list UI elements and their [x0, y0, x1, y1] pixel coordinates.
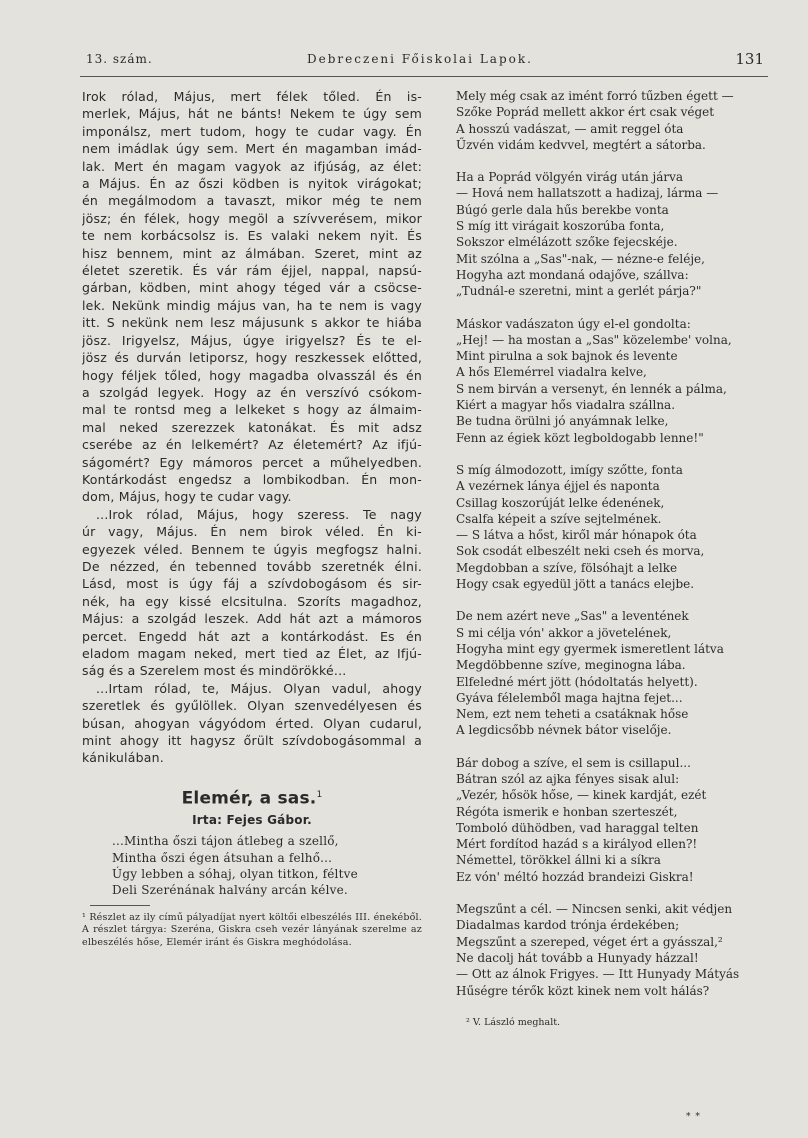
verse-line: Gyáva félelemből maga hajtna fejet...	[456, 690, 683, 705]
prose-line: cserébe az én lelkemért? Az életemért? Az ifjú-	[82, 437, 422, 453]
verse-line: Be tudna örülni jó anyámnak lelke,	[456, 414, 669, 429]
issue-number: 13. szám.	[86, 52, 153, 66]
page-header	[70, 50, 770, 74]
prose-line: itt. S nekünk nem lesz májusunk s akkor te hiába	[82, 315, 422, 331]
prose-line: úr vagy, Május. Én nem birok véled. Én ki-	[82, 524, 422, 540]
text-line: Úgy lebben a sóhaj, olyan titkon, féltve	[112, 866, 358, 881]
verse-line: Bátran szól az ajka fényes sisak alul:	[456, 771, 680, 786]
verse-line: Hogyha azt mondaná odajőve, szállva:	[456, 267, 689, 282]
verse-line: Sok csodát elbeszélt neki cseh és morva,	[456, 544, 705, 559]
verse-line: S mi célja vón' akkor a jövetelének,	[456, 625, 672, 640]
verse-line: A hős Elemérrel viadalra kelve,	[456, 365, 647, 380]
verse-line: A vezérnek lánya éjjel és naponta	[456, 479, 660, 494]
poem-byline: Irta: Fejes Gábor.	[192, 812, 312, 827]
prose-line: kánikulában.	[82, 750, 164, 766]
verse-line: S míg álmodozott, imígy szőtte, fonta	[456, 462, 683, 477]
prose-article	[82, 88, 422, 767]
verse-line: S míg itt virágait koszorúba fonta,	[456, 219, 665, 234]
poem-title: Elemér, a sas.$^1$	[181, 788, 323, 809]
verse-line: Szőke Poprád mellett akkor ért csak véget	[456, 105, 715, 120]
verse-line: Hűségre térők közt kinek nem volt hálás?	[456, 983, 710, 998]
verse-line: Mért fordítod hazád s a királyod ellen?!	[456, 837, 698, 852]
verse-line: Kiért a magyar hős viadalra szállna.	[456, 398, 676, 413]
text-line: ...Mintha őszi tájon átlebeg a szellő,	[112, 834, 339, 849]
verse-line: De nem azért neve „Sas" a leventének	[456, 609, 689, 624]
verse-line: Űzvén vidám kedvvel, megtért a sátorba.	[456, 137, 706, 152]
right-column	[456, 88, 776, 1031]
footnote-mark: 1	[316, 789, 323, 800]
footnote-2: ² V. László meghalt.	[466, 1016, 561, 1028]
verse-line: Hogyha mint egy gyermek ismeretlent látva	[456, 641, 724, 656]
poem-opening-stanza	[112, 833, 422, 898]
verse-line: Máskor vadászaton úgy el-el gondolta:	[456, 316, 691, 331]
prose-line: ...Irtam rólad, te, Május. Olyan vadul, ahogy	[96, 680, 422, 696]
verse-line: Mit szólna a „Sas"-nak, — nézne-e feléje,	[456, 251, 705, 266]
prose-line: szeretlek és gyűlöllek. Olyan szenvedélyesen és	[82, 698, 422, 714]
prose-line: dom, Május, hogy te cudar vagy.	[82, 489, 292, 505]
prose-line: Kontárkodást engedsz a lombikodban. Én mon-	[82, 471, 422, 487]
prose-line: jösz; én félek, hogy megöl a szívverésem, mikor	[82, 210, 422, 226]
prose-line: Irok rólad, Május, mert félek tőled. Én is-	[82, 89, 422, 104]
prose-line: mal neked szerezzek katonákat. És mit adsz	[82, 419, 422, 435]
verse-line: Csalfa képeit a szíve sejtelmének.	[456, 511, 662, 526]
text-line: Mintha őszi égen átsuhan a felhő...	[112, 850, 333, 865]
prose-line: lek. Nekünk mindig május van, ha te nem is vagy	[82, 297, 422, 313]
verse-line: Ha a Poprád völgyén virág után járva	[456, 170, 684, 185]
verse-line: „Tudnál-e szeretni, mint a gerlét párja?"	[456, 284, 702, 299]
prose-line: Május: a szolgád leszek. Add hát azt a mámoros	[82, 611, 422, 627]
verse-line: „Hej! — ha mostan a „Sas" közelembe' volna,	[456, 332, 732, 347]
prose-line: gárban, ködben, mint ahogy téged vár a csöcse-	[82, 280, 422, 296]
left-column	[82, 88, 422, 949]
stanza	[456, 901, 776, 999]
verse-line: Elfeledné mért jött (hódoltatás helyett).	[456, 674, 698, 689]
prose-line: hisz bennem, mint az álmában. Szeret, mint az	[82, 245, 422, 261]
prose-line: én megálmodom a tavaszt, mikor még te nem	[82, 193, 422, 209]
poem-continuation	[456, 88, 776, 999]
verse-line: Ez vón' méltó hozzád brandeizi Giskra!	[456, 869, 694, 884]
footnote-1: ¹ Részlet az ily című pályadíjat nyert költői elbeszélés III. énekéből. A részlet tárgya: Szeréna, Giskra cseh vezér lányának szerelme az elbeszélés hőse, Elemér iránt és Giskra meghódolása.	[82, 911, 422, 948]
verse-line: — S látva a hőst, kiről már hónapok óta	[456, 528, 697, 543]
prose-line: hogy féljek tőled, hogy magadba olvasszál és én	[82, 367, 422, 383]
verse-line: Némettel, törökkel állni ki a síkra	[456, 853, 661, 868]
verse-line: Megdobban a szíve, fölsóhajt a lelke	[456, 560, 678, 575]
prose-line: egyezek véled. Bennem te úgyis megfogsz halni.	[82, 541, 422, 557]
prose-line: eladom magam neked, mert tied az Élet, az Ifjú-	[82, 646, 422, 661]
verse-line: Régóta ismerik e honban szerteszét,	[456, 804, 678, 819]
verse-line: A legdicsőbb névnek bátor viselője.	[456, 723, 672, 738]
verse-line: Hogy csak egyedül jött a tanács elejbe.	[456, 577, 695, 592]
verse-line: Búgó gerle dala hűs berekbe vonta	[456, 202, 669, 217]
prose-line: mint ahogy itt hagysz őrült szívdobogásommal a	[82, 733, 422, 749]
prose-line: imponálsz, mert tudom, hogy te cudar vagy. Én	[82, 123, 422, 139]
prose-line: életet szeretik. És vár rám éjjel, nappal, napsú-	[82, 263, 422, 279]
stanza	[456, 462, 776, 592]
stanza	[456, 88, 776, 153]
verse-line: — Hová nem hallatszott a hadizaj, lárma —	[456, 186, 719, 201]
stanza	[456, 316, 776, 446]
text-line: Deli Szerénának halvány arcán kélve.	[112, 883, 348, 898]
prose-line: jösz és durván letiporsz, hogy reszkessek előtted,	[82, 350, 422, 366]
prose-line: a Május. Én az őszi ködben is nyitok virágokat;	[82, 176, 422, 192]
page-number: 131	[735, 50, 764, 68]
verse-line: Diadalmas kardod trónja érdekében;	[456, 918, 680, 933]
prose-line: te nem korbácsolsz is. Es valaki nekem nyit. És	[82, 228, 422, 244]
prose-line: ...Irok rólad, Május, hogy szeress. Te nagy	[96, 506, 422, 522]
stanza	[456, 755, 776, 885]
prose-line: búsan, ahogyan vágyódom érted. Olyan cudarul,	[82, 715, 422, 731]
prose-line: ságomért? Egy mámoros percet a műhelyedben.	[82, 454, 422, 470]
stanza	[456, 169, 776, 299]
prose-line: percet. Engedd hát azt a kontárkodást. Es én	[82, 628, 422, 644]
end-asterisks: * *	[686, 1112, 701, 1122]
prose-line: jösz. Irigyelsz, Május, úgye irigyelsz? És te el-	[82, 332, 422, 348]
prose-line: lak. Mert én magam vagyok az ifjúság, az élet:	[82, 158, 422, 174]
verse-line: Csillag koszorúját lelke édenének,	[456, 495, 665, 510]
verse-line: „Vezér, hősök hőse, — kinek kardját, ezét	[456, 788, 707, 803]
prose-line: nék, ha egy kissé elcsitulna. Szoríts magadhoz,	[82, 593, 422, 609]
verse-line: A hosszú vadászat, — amit reggel óta	[456, 121, 684, 136]
verse-line: Mely még csak az imént forró tűzben égett —	[456, 89, 734, 103]
prose-line: mal te rontsd meg a lelkeket s hogy az álmaim-	[82, 402, 422, 418]
verse-line: Fenn az égiek közt legboldogabb lenne!"	[456, 430, 704, 445]
verse-line: Megszűnt a szereped, véget ért a gyásszal,²	[456, 934, 723, 949]
prose-line: De nézzed, én tebenned tovább szeretnék élni.	[82, 558, 422, 574]
verse-line: Mint pirulna a sok bajnok és levente	[456, 349, 678, 364]
prose-line: merlek, Május, hát ne bánts! Nekem te úgy sem	[82, 106, 422, 122]
verse-line: Sokszor elmélázott szőke fejecskéje.	[456, 235, 678, 250]
footnote-rule	[90, 905, 150, 906]
verse-line: Bár dobog a szíve, el sem is csillapul...	[456, 755, 691, 770]
stanza	[456, 608, 776, 738]
header-rule	[80, 76, 768, 77]
verse-line: S nem birván a versenyt, én lennék a pálma,	[456, 381, 727, 396]
verse-line: Tomboló dühödben, vad haraggal telten	[456, 820, 699, 835]
prose-line: ság és a Szerelem most és mindörökké...	[82, 663, 347, 679]
journal-title: Debreczeni Főiskolai Lapok.	[307, 52, 533, 66]
verse-line: Nem, ezt nem teheti a csatáknak hőse	[456, 707, 689, 722]
verse-line: Megszűnt a cél. — Nincsen senki, akit védjen	[456, 902, 733, 917]
prose-line: a szolgád legyek. Hogy az én verszívó csókom-	[82, 384, 422, 400]
verse-line: — Ott az álnok Frigyes. — Itt Hunyady Mátyás	[456, 967, 740, 982]
verse-line: Ne dacolj hát tovább a Hunyady házzal!	[456, 950, 699, 965]
prose-line: nem imádlak úgy sem. Mert én magamban imád-	[82, 141, 422, 157]
verse-line: Megdöbbenne szíve, meginogna lába.	[456, 658, 686, 673]
prose-line: Lásd, most is úgy fáj a szívdobogásom és sir-	[82, 576, 422, 592]
